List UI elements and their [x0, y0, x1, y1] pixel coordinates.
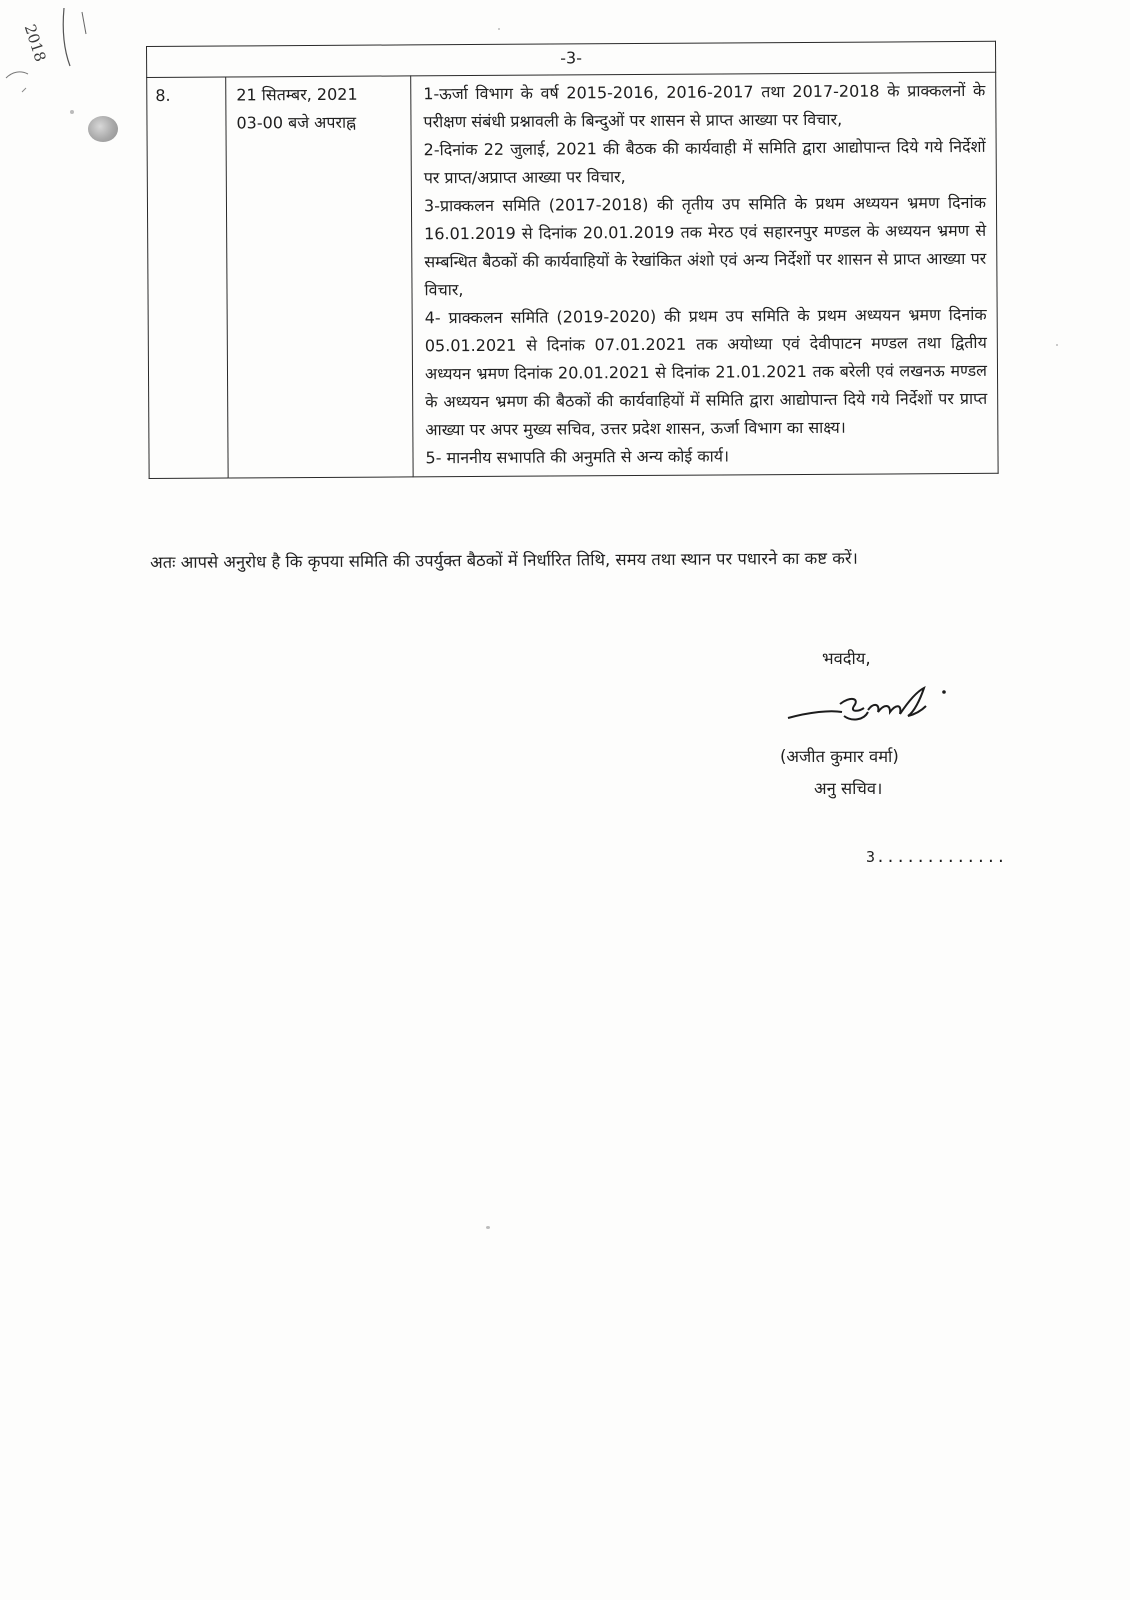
serial-number: 8. [147, 77, 228, 478]
agenda-item-3: 3-प्राक्कलन समिति (2017-2018) की तृतीय उप समिति के प्रथम अध्ययन भ्रमण दिनांक 16.01.2019 से दिनांक 20.01.2019 तक मेरठ एवं सहारनपुर मण्डल के अध्ययन भ्रमण से सम्बन्धित बैठकों की कार्यवाहियों के रेखांकित अंशो एवं अन्य निर्देशों पर शासन से प्राप्त आख्या पर विचार, [423, 192, 987, 300]
margin-scribble [0, 0, 140, 140]
meeting-date: 21 सितम्बर, 2021 [236, 84, 358, 105]
agenda-item-5: 5- माननीय सभापति की अनुमति से अन्य कोई कार्य। [425, 446, 730, 468]
page-number: -3- [147, 41, 996, 77]
signer-designation: अनु सचिव। [814, 779, 883, 798]
agenda-item-2: 2-दिनांक 22 जुलाई, 2021 की बैठक की कार्यवाही में समिति द्वारा आद्योपान्त दिये गये निर्देशों पर प्राप्त/अप्राप्त आख्या पर विचार, [423, 136, 986, 188]
signer-name: (अजीत कुमार वर्मा) [780, 747, 899, 766]
scan-speck [1056, 344, 1058, 346]
scan-speck [486, 1226, 490, 1229]
agenda-item-1: 1-ऊर्जा विभाग के वर्ष 2015-2016, 2016-2017 तथा 2017-2018 के प्राक्कलनों के परीक्षण संबंधी प्रश्नावली के बिन्दुओं पर शासन से प्राप्त आख्या पर विचार, [423, 80, 986, 132]
agenda-table [146, 41, 999, 479]
scan-speck [70, 110, 74, 114]
margin-mark: 2018 [20, 22, 50, 64]
scan-speck [498, 28, 500, 30]
table-row [147, 72, 998, 478]
punch-hole [88, 116, 118, 142]
page-number-row [147, 41, 996, 77]
meeting-datetime [226, 76, 413, 478]
continuation-marker: 3............. [866, 848, 1007, 866]
agenda-item-4: 4- प्राक्कलन समिति (2019-2020) की प्रथम उप समिति के प्रथम अध्ययन भ्रमण दिनांक 05.01.2021 से दिनांक 07.01.2021 तक अयोध्या एवं देवीपाटन मण्डल तथा द्वितीय अध्ययन भ्रमण दिनांक 20.01.2021 से दिनांक 21.01.2021 तक बरेली एवं लखनऊ मण्डल के अध्ययन भ्रमण की बैठकों की कार्यवाहियों में समिति द्वारा आद्योपान्त दिये गये निर्देशों पर प्राप्त आख्या पर अपर मुख्य सचिव, उत्तर प्रदेश शासन, ऊर्जा विभाग का साक्ष्य। [424, 304, 988, 440]
signature-image [780, 682, 950, 732]
meeting-time: 03-00 बजे अपराह्न [236, 112, 357, 133]
request-paragraph: अतः आपसे अनुरोध है कि कृपया समिति की उपर्युक्त बैठकों में निर्धारित तिथि, समय तथा स्थान पर पधारने का कष्ट करें। [150, 548, 858, 572]
agenda-items [411, 72, 998, 477]
closing-salutation: भवदीय, [822, 649, 871, 668]
